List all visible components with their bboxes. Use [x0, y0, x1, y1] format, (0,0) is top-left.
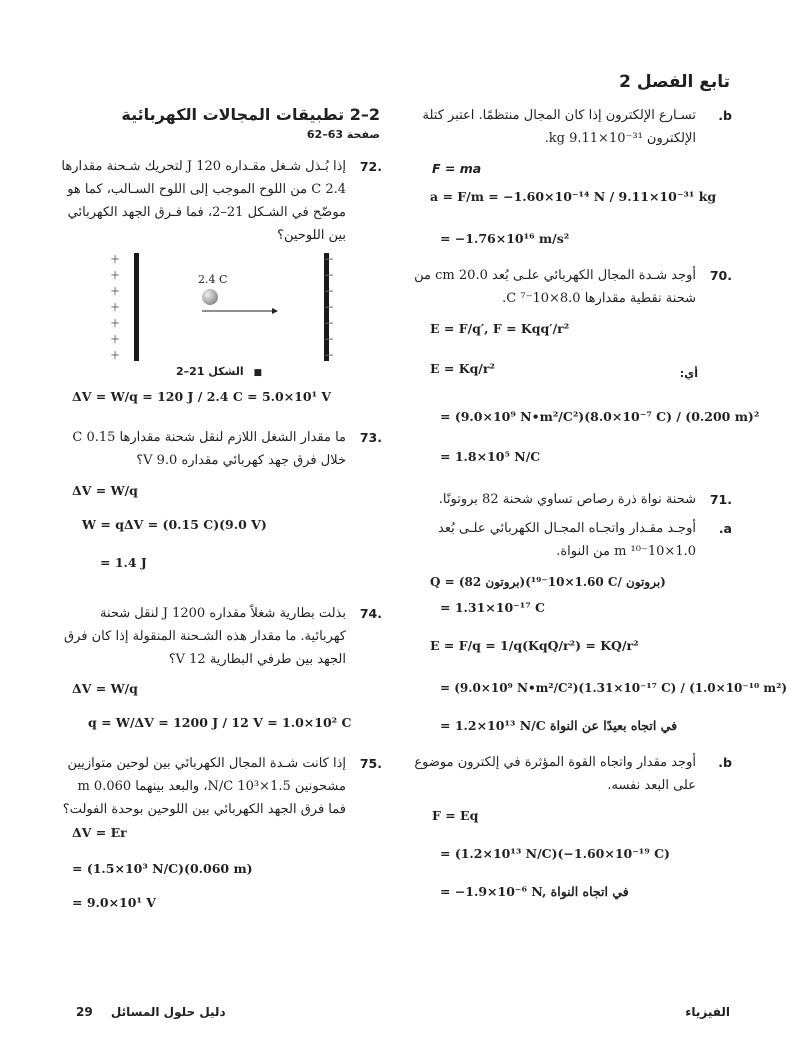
- minus-sign: −: [323, 284, 334, 298]
- equation-line: a = F/m = −1.60×10⁻¹⁴ N / 9.11×10⁻³¹ kg: [430, 189, 717, 204]
- footer-guide: دليل حلول المسائل: [110, 1005, 226, 1019]
- problem-number: 74.: [359, 606, 382, 621]
- equation-line: = (9.0×10⁹ N•m²/C²)(8.0×10⁻⁷ C) / (0.200 m)²: [440, 409, 760, 424]
- caption-text: الشكل 21–2: [176, 365, 244, 378]
- equation-line: E = F/q = 1/q(KqQ/r²) = KQ/r²: [430, 638, 639, 653]
- positive-plate: [134, 253, 139, 361]
- problem-text: شحنة نواة ذرة رصاص تساوي شحنة 82 بروتونًا.: [438, 492, 696, 507]
- problem-74: [58, 602, 380, 738]
- plus-sign: +: [109, 284, 120, 298]
- equation-line: = 1.8×10⁵ N/C: [440, 449, 541, 464]
- problem-number: 71.: [709, 492, 732, 507]
- problem-text: بذلت بطارية شغلاً مقداره 1200 J لنقل شحنة كهربائية. ما مقدار هذه الشـحنة المنقولة إذا كان فرق الجهد بين طرفي البطارية 12 V؟: [64, 606, 346, 667]
- problem-71b: [400, 751, 730, 901]
- equation-line: E = Kq/r²: [430, 361, 495, 376]
- eq-f-ma: F = ma: [432, 161, 482, 176]
- minus-signs: [324, 253, 334, 361]
- problem-label: .b: [718, 755, 732, 770]
- equation-line: = 1.2×10¹³ N/C في اتجاه بعيدًا عن النواة: [440, 718, 678, 733]
- caption-bullet: ■: [253, 368, 262, 378]
- problem-text: أوجد مقدار واتجاه القوة المؤثرة في إلكترون موضوع على البعد نفسه.: [414, 755, 696, 793]
- problem-text: إذا بُـذل شـغل مقـداره 120 J لتحريك شـحنة مقدارها 2.4 C من اللوح الموجب إلى اللوح السـالب، كما هو موضّح في الشـكل 21–2، فما فـرق الجهد الكهربائي بين اللوحين؟: [61, 159, 346, 243]
- problem-b: [400, 104, 730, 254]
- figure-caption: [58, 365, 380, 378]
- charge-ball: [202, 289, 218, 305]
- equation-line: F = Eq: [432, 808, 479, 823]
- minus-sign: −: [323, 332, 334, 346]
- ai-label: أي:: [679, 367, 698, 380]
- problem-text: أوجد شـدة المجال الكهربائي علـى بُعد 20.0 cm من شحنة نقطية مقدارها 8.0×10⁻⁷ C.: [414, 268, 696, 306]
- equation-line: = −1.9×10⁻⁶ N, في اتجاه النواة: [440, 884, 629, 899]
- plus-sign: +: [109, 316, 120, 330]
- motion-arrow-head: [272, 308, 278, 314]
- problem-71: [400, 488, 730, 511]
- right-column: [400, 104, 788, 901]
- equation-line: W = qΔV = (0.15 C)(9.0 V): [82, 517, 267, 532]
- problem-number: 75.: [359, 756, 382, 771]
- equation-line: = 9.0×10¹ V: [72, 895, 156, 910]
- problem-number: 72.: [359, 159, 382, 174]
- problem-75: [58, 752, 380, 912]
- section-pages: صفحة 63–62: [306, 128, 380, 141]
- problem-text: أوجـد مقـدار واتجـاه المجـال الكهربائي علـى بُعد 1.0×10⁻¹⁰ m من النواة.: [438, 521, 696, 559]
- section-title: 2–2 تطبيقات المجالات الكهربائية: [121, 105, 380, 124]
- problem-label: .b: [718, 108, 732, 123]
- equation-line: [432, 160, 481, 178]
- plus-sign: +: [109, 268, 120, 282]
- page-number: 29: [76, 1005, 93, 1019]
- problem-number: 70.: [709, 268, 732, 283]
- equation-line: Q = (82 بروتون)(1.60×10⁻¹⁹ C/ بروتون): [430, 575, 666, 589]
- minus-sign: −: [323, 253, 334, 266]
- minus-sign: −: [323, 348, 334, 361]
- plus-signs: [110, 253, 120, 361]
- equation-line: = (9.0×10⁹ N•m²/C²)(1.31×10⁻¹⁷ C) / (1.0×10⁻¹⁰ m²): [440, 681, 788, 695]
- equation-line: = 1.31×10⁻¹⁷ C: [440, 600, 545, 615]
- equation-line: q = W/ΔV = 1200 J / 12 V = 1.0×10² C: [88, 715, 352, 730]
- equation-line: ΔV = W/q: [72, 681, 138, 696]
- plus-sign: +: [109, 253, 120, 266]
- plus-sign: +: [109, 300, 120, 314]
- left-column: [58, 104, 380, 912]
- equation-line: ΔV = W/q = 120 J / 2.4 C = 5.0×10¹ V: [72, 389, 332, 404]
- minus-sign: −: [323, 316, 334, 330]
- problem-text: تسـارع الإلكترون إذا كان المجال منتظمًا. اعتبر كتلة الإلكترون kg 9.11×10⁻³¹.: [422, 108, 696, 146]
- footer-page-info: [76, 1005, 226, 1019]
- chapter-header: تابع الفصل 2: [619, 72, 730, 92]
- plus-sign: +: [109, 332, 120, 346]
- equation-line: ΔV = Er: [72, 825, 127, 840]
- plus-sign: +: [109, 348, 120, 361]
- minus-sign: −: [323, 268, 334, 282]
- equation-line: ΔV = W/q: [72, 483, 138, 498]
- problem-label: .a: [718, 521, 732, 536]
- problem-text: إذا كانت شـدة المجال الكهربائي بين لوحين متوازيين مشحونين 1.5×10³ N/C، والبعد بينهما 0.060 m فما فرق الجهد الكهربائي بين اللوحين بوحدة الفولت؟: [62, 756, 346, 817]
- equation-line: = 1.4 J: [100, 555, 147, 570]
- problem-71a: [400, 517, 788, 743]
- problem-70: [400, 264, 760, 474]
- equation-line: E = F/q′, F = Kqq′/r²: [430, 321, 570, 336]
- problem-number: 73.: [359, 430, 382, 445]
- problem-text: ما مقدار الشغل اللازم لنقل شحنة مقدارها 0.15 C خلال فرق جهد كهربائي مقداره 9.0 V؟: [72, 430, 346, 468]
- charge-label: 2.4 C: [198, 273, 228, 286]
- equation-line: = −1.76×10¹⁶ m/s²: [440, 231, 570, 246]
- problem-72: [58, 155, 380, 247]
- equation-line: = (1.2×10¹³ N/C)(−1.60×10⁻¹⁹ C): [440, 846, 670, 861]
- minus-sign: −: [323, 300, 334, 314]
- parallel-plates-diagram: [58, 253, 380, 361]
- problem-73: [58, 426, 380, 586]
- footer-subject: الفيزياء: [685, 1005, 730, 1019]
- figure-21-2: [58, 253, 380, 361]
- equation-line: = (1.5×10³ N/C)(0.060 m): [72, 861, 253, 876]
